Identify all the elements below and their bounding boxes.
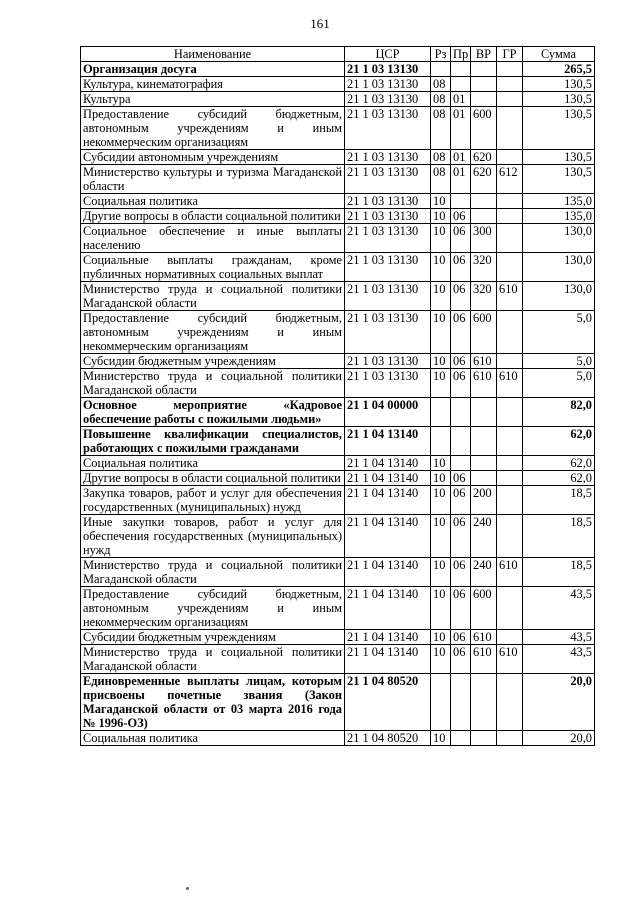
cell-rz: 10 — [431, 630, 451, 645]
cell-csr: 21 1 03 13130 — [345, 369, 431, 398]
table-row — [81, 645, 595, 674]
cell-csr: 21 1 04 13140 — [345, 471, 431, 486]
cell-sum: 43,5 — [523, 645, 595, 674]
cell-name: Закупка товаров, работ и услуг для обеспечения государственных (муниципальных) нужд — [81, 486, 345, 515]
cell-gr — [497, 456, 523, 471]
cell-csr: 21 1 03 13130 — [345, 209, 431, 224]
cell-sum: 5,0 — [523, 354, 595, 369]
table-row — [81, 107, 595, 150]
cell-vr — [471, 194, 497, 209]
cell-name: Министерство культуры и туризма Магаданской области — [81, 165, 345, 194]
cell-gr — [497, 209, 523, 224]
cell-pr: 01 — [451, 92, 471, 107]
cell-pr: 06 — [451, 486, 471, 515]
header-pr: Пр — [451, 47, 471, 62]
cell-gr: 610 — [497, 369, 523, 398]
cell-pr: 06 — [451, 369, 471, 398]
cell-sum: 43,5 — [523, 587, 595, 630]
cell-vr: 610 — [471, 354, 497, 369]
cell-pr — [451, 194, 471, 209]
cell-pr — [451, 731, 471, 746]
cell-csr: 21 1 04 13140 — [345, 630, 431, 645]
cell-sum: 18,5 — [523, 515, 595, 558]
cell-sum: 130,5 — [523, 107, 595, 150]
cell-name: Предоставление субсидий бюджетным, автономным учреждениям и иным некоммерческим организациям — [81, 311, 345, 354]
cell-sum: 5,0 — [523, 311, 595, 354]
cell-rz: 10 — [431, 471, 451, 486]
cell-rz: 08 — [431, 150, 451, 165]
cell-gr — [497, 253, 523, 282]
cell-vr — [471, 209, 497, 224]
table-row — [81, 311, 595, 354]
cell-csr: 21 1 03 13130 — [345, 92, 431, 107]
cell-pr: 06 — [451, 224, 471, 253]
table-row — [81, 674, 595, 731]
table-row — [81, 456, 595, 471]
cell-csr: 21 1 03 13130 — [345, 311, 431, 354]
cell-pr — [451, 398, 471, 427]
cell-name: Министерство труда и социальной политики Магаданской области — [81, 369, 345, 398]
cell-pr — [451, 427, 471, 456]
cell-sum: 135,0 — [523, 194, 595, 209]
cell-name: Социальное обеспечение и иные выплаты населению — [81, 224, 345, 253]
header-name: Наименование — [81, 47, 345, 62]
scan-speck — [186, 887, 189, 890]
table-row — [81, 398, 595, 427]
cell-name: Основное мероприятие «Кадровое обеспечение работы с пожилыми людьми» — [81, 398, 345, 427]
cell-gr — [497, 354, 523, 369]
cell-rz: 10 — [431, 209, 451, 224]
cell-gr — [497, 587, 523, 630]
cell-gr — [497, 486, 523, 515]
cell-gr — [497, 398, 523, 427]
cell-name: Предоставление субсидий бюджетным, автономным учреждениям и иным некоммерческим организациям — [81, 107, 345, 150]
cell-pr: 06 — [451, 587, 471, 630]
table-row — [81, 165, 595, 194]
cell-csr: 21 1 03 13130 — [345, 77, 431, 92]
cell-csr: 21 1 04 13140 — [345, 587, 431, 630]
cell-vr: 320 — [471, 282, 497, 311]
cell-vr: 620 — [471, 165, 497, 194]
cell-csr: 21 1 04 13140 — [345, 515, 431, 558]
page-number: 161 — [310, 16, 330, 31]
cell-csr: 21 1 04 13140 — [345, 645, 431, 674]
cell-rz — [431, 398, 451, 427]
cell-sum: 43,5 — [523, 630, 595, 645]
cell-rz: 08 — [431, 107, 451, 150]
cell-vr: 610 — [471, 645, 497, 674]
cell-pr: 06 — [451, 645, 471, 674]
cell-gr — [497, 62, 523, 77]
cell-csr: 21 1 04 13140 — [345, 427, 431, 456]
cell-sum: 130,0 — [523, 224, 595, 253]
cell-sum: 265,5 — [523, 62, 595, 77]
cell-csr: 21 1 03 13130 — [345, 165, 431, 194]
cell-gr: 610 — [497, 282, 523, 311]
table-row — [81, 427, 595, 456]
cell-pr — [451, 456, 471, 471]
cell-sum: 18,5 — [523, 558, 595, 587]
cell-name: Организация досуга — [81, 62, 345, 77]
cell-vr — [471, 471, 497, 486]
cell-pr: 01 — [451, 107, 471, 150]
cell-csr: 21 1 03 13130 — [345, 107, 431, 150]
cell-csr: 21 1 03 13130 — [345, 150, 431, 165]
cell-sum: 130,0 — [523, 282, 595, 311]
cell-vr: 610 — [471, 369, 497, 398]
table-body — [81, 62, 595, 746]
table-row — [81, 587, 595, 630]
cell-vr: 620 — [471, 150, 497, 165]
cell-csr: 21 1 03 13130 — [345, 62, 431, 77]
cell-pr: 01 — [451, 150, 471, 165]
cell-vr — [471, 62, 497, 77]
cell-pr: 06 — [451, 311, 471, 354]
cell-sum: 82,0 — [523, 398, 595, 427]
table-row — [81, 209, 595, 224]
header-sum: Сумма — [523, 47, 595, 62]
cell-pr: 01 — [451, 165, 471, 194]
cell-gr: 612 — [497, 165, 523, 194]
cell-rz: 10 — [431, 645, 451, 674]
cell-rz: 10 — [431, 224, 451, 253]
cell-name: Повышение квалификации специалистов, работающих с пожилыми гражданами — [81, 427, 345, 456]
cell-pr: 06 — [451, 630, 471, 645]
cell-pr — [451, 62, 471, 77]
cell-sum: 130,5 — [523, 77, 595, 92]
cell-pr — [451, 674, 471, 731]
cell-vr — [471, 731, 497, 746]
cell-name: Субсидии автономным учреждениям — [81, 150, 345, 165]
cell-sum: 18,5 — [523, 486, 595, 515]
cell-rz: 10 — [431, 253, 451, 282]
cell-gr — [497, 471, 523, 486]
cell-rz — [431, 427, 451, 456]
cell-gr — [497, 731, 523, 746]
table-row — [81, 486, 595, 515]
cell-rz: 10 — [431, 194, 451, 209]
table-header-row — [81, 47, 595, 62]
table-row — [81, 92, 595, 107]
cell-vr — [471, 674, 497, 731]
cell-gr — [497, 311, 523, 354]
cell-vr: 600 — [471, 311, 497, 354]
cell-rz: 10 — [431, 515, 451, 558]
cell-gr — [497, 674, 523, 731]
table-row — [81, 558, 595, 587]
table-row — [81, 731, 595, 746]
cell-rz: 10 — [431, 558, 451, 587]
cell-name: Культура — [81, 92, 345, 107]
table-row — [81, 354, 595, 369]
cell-rz — [431, 674, 451, 731]
cell-sum: 135,0 — [523, 209, 595, 224]
table-row — [81, 630, 595, 645]
cell-gr — [497, 224, 523, 253]
cell-name: Иные закупки товаров, работ и услуг для обеспечения государственных (муниципальных) нужд — [81, 515, 345, 558]
cell-gr: 610 — [497, 558, 523, 587]
cell-csr: 21 1 04 13140 — [345, 456, 431, 471]
table-row — [81, 150, 595, 165]
cell-gr — [497, 107, 523, 150]
cell-sum: 20,0 — [523, 731, 595, 746]
cell-pr: 06 — [451, 253, 471, 282]
header-rz: Рз — [431, 47, 451, 62]
cell-csr: 21 1 04 13140 — [345, 486, 431, 515]
cell-rz: 10 — [431, 354, 451, 369]
cell-sum: 62,0 — [523, 456, 595, 471]
cell-rz: 08 — [431, 77, 451, 92]
cell-sum: 130,0 — [523, 253, 595, 282]
cell-pr: 06 — [451, 558, 471, 587]
cell-vr: 300 — [471, 224, 497, 253]
cell-gr — [497, 77, 523, 92]
cell-name: Министерство труда и социальной политики Магаданской области — [81, 558, 345, 587]
cell-gr — [497, 150, 523, 165]
cell-name: Социальная политика — [81, 456, 345, 471]
cell-csr: 21 1 04 80520 — [345, 731, 431, 746]
cell-name: Министерство труда и социальной политики Магаданской области — [81, 645, 345, 674]
cell-pr — [451, 77, 471, 92]
cell-rz: 08 — [431, 165, 451, 194]
cell-name: Единовременные выплаты лицам, которым присвоены почетные звания (Закон Магаданской области от 03 марта 2016 года № 1996-ОЗ) — [81, 674, 345, 731]
cell-csr: 21 1 04 13140 — [345, 558, 431, 587]
table-row — [81, 224, 595, 253]
cell-vr: 240 — [471, 515, 497, 558]
header-csr: ЦСР — [345, 47, 431, 62]
cell-pr: 06 — [451, 471, 471, 486]
cell-name: Социальная политика — [81, 194, 345, 209]
cell-rz — [431, 62, 451, 77]
cell-sum: 62,0 — [523, 471, 595, 486]
table-row — [81, 471, 595, 486]
cell-csr: 21 1 04 00000 — [345, 398, 431, 427]
cell-rz: 10 — [431, 486, 451, 515]
cell-gr — [497, 427, 523, 456]
table-row — [81, 253, 595, 282]
cell-csr: 21 1 03 13130 — [345, 224, 431, 253]
cell-vr — [471, 92, 497, 107]
cell-sum: 130,5 — [523, 92, 595, 107]
header-gr: ГР — [497, 47, 523, 62]
table-row — [81, 369, 595, 398]
cell-name: Предоставление субсидий бюджетным, автономным учреждениям и иным некоммерческим организациям — [81, 587, 345, 630]
table-row — [81, 77, 595, 92]
cell-gr — [497, 92, 523, 107]
cell-rz: 10 — [431, 282, 451, 311]
cell-csr: 21 1 04 80520 — [345, 674, 431, 731]
cell-pr: 06 — [451, 282, 471, 311]
cell-name: Другие вопросы в области социальной политики — [81, 209, 345, 224]
table-row — [81, 62, 595, 77]
table-row — [81, 282, 595, 311]
cell-rz: 10 — [431, 311, 451, 354]
cell-sum: 20,0 — [523, 674, 595, 731]
table-row — [81, 194, 595, 209]
budget-table — [80, 46, 595, 746]
cell-vr: 600 — [471, 587, 497, 630]
cell-rz: 10 — [431, 456, 451, 471]
cell-gr — [497, 630, 523, 645]
cell-vr: 240 — [471, 558, 497, 587]
cell-rz: 10 — [431, 587, 451, 630]
cell-csr: 21 1 03 13130 — [345, 282, 431, 311]
table-row — [81, 515, 595, 558]
cell-gr — [497, 194, 523, 209]
cell-name: Субсидии бюджетным учреждениям — [81, 630, 345, 645]
cell-sum: 5,0 — [523, 369, 595, 398]
cell-pr: 06 — [451, 515, 471, 558]
cell-gr — [497, 515, 523, 558]
cell-vr — [471, 456, 497, 471]
cell-vr: 320 — [471, 253, 497, 282]
cell-sum: 130,5 — [523, 165, 595, 194]
cell-name: Министерство труда и социальной политики Магаданской области — [81, 282, 345, 311]
cell-pr: 06 — [451, 354, 471, 369]
cell-sum: 130,5 — [523, 150, 595, 165]
cell-vr — [471, 77, 497, 92]
cell-rz: 10 — [431, 731, 451, 746]
cell-name: Социальная политика — [81, 731, 345, 746]
cell-vr — [471, 398, 497, 427]
cell-vr: 600 — [471, 107, 497, 150]
cell-csr: 21 1 03 13130 — [345, 354, 431, 369]
cell-csr: 21 1 03 13130 — [345, 253, 431, 282]
cell-pr: 06 — [451, 209, 471, 224]
cell-vr — [471, 427, 497, 456]
cell-csr: 21 1 03 13130 — [345, 194, 431, 209]
cell-rz: 10 — [431, 369, 451, 398]
cell-vr: 200 — [471, 486, 497, 515]
cell-name: Культура, кинематография — [81, 77, 345, 92]
cell-name: Субсидии бюджетным учреждениям — [81, 354, 345, 369]
cell-vr: 610 — [471, 630, 497, 645]
header-vr: ВР — [471, 47, 497, 62]
cell-sum: 62,0 — [523, 427, 595, 456]
cell-name: Социальные выплаты гражданам, кроме публичных нормативных социальных выплат — [81, 253, 345, 282]
cell-gr: 610 — [497, 645, 523, 674]
cell-name: Другие вопросы в области социальной политики — [81, 471, 345, 486]
cell-rz: 08 — [431, 92, 451, 107]
